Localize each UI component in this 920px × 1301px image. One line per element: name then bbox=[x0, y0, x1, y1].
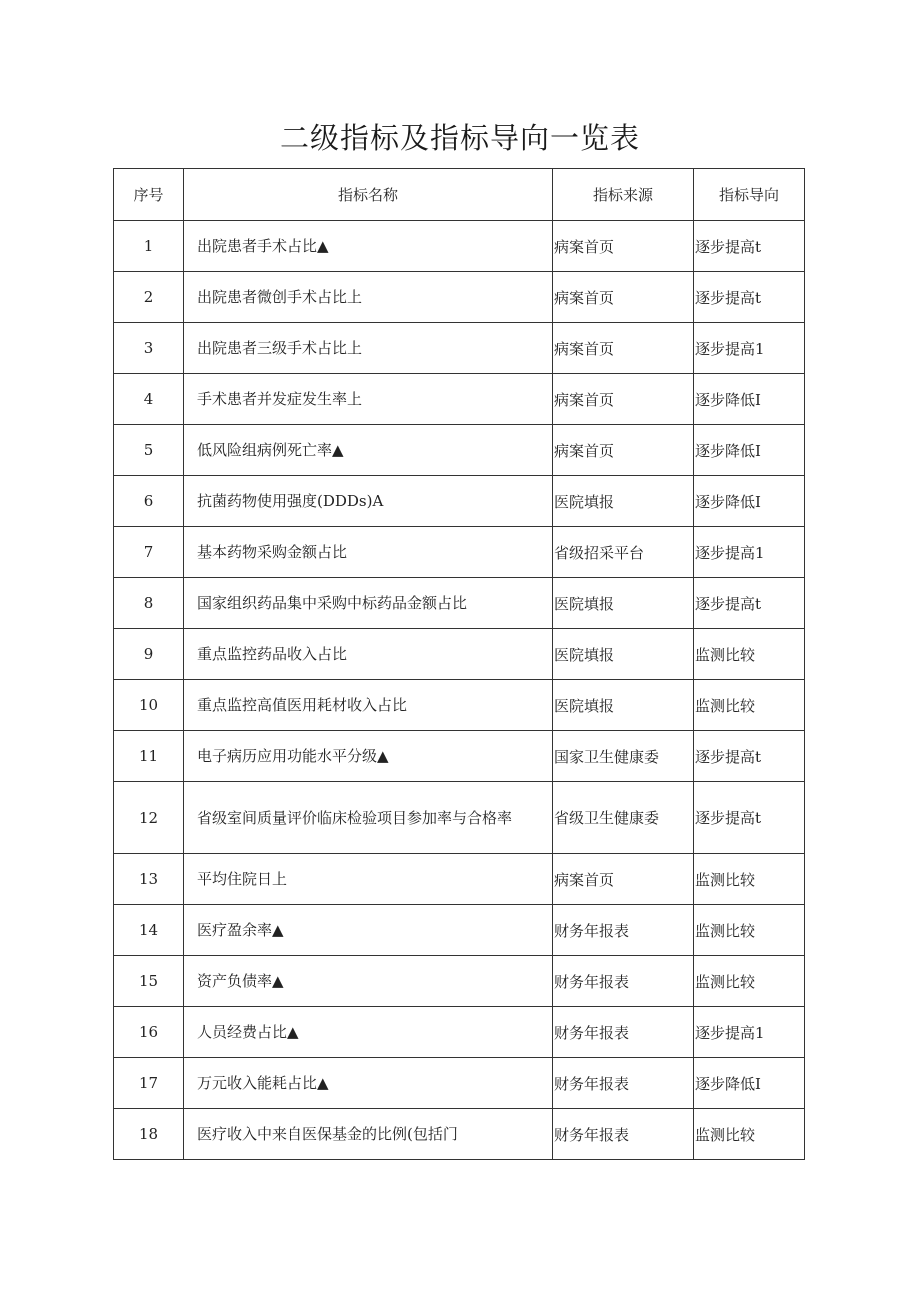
cell-name: 医疗收入中来自医保基金的比例(包括门 bbox=[184, 1109, 553, 1160]
cell-name: 低风险组病例死亡率▲ bbox=[184, 425, 553, 476]
header-source: 指标来源 bbox=[553, 169, 694, 221]
cell-direction: 监测比较 bbox=[694, 1109, 805, 1160]
table-row bbox=[114, 272, 805, 323]
cell-source: 医院填报 bbox=[553, 629, 694, 680]
cell-source: 医院填报 bbox=[553, 680, 694, 731]
table-row bbox=[114, 956, 805, 1007]
cell-name: 手术患者并发症发生率上 bbox=[184, 374, 553, 425]
cell-name: 基本药物采购金额占比 bbox=[184, 527, 553, 578]
cell-source: 财务年报表 bbox=[553, 1007, 694, 1058]
table-row bbox=[114, 1007, 805, 1058]
cell-direction: 监测比较 bbox=[694, 629, 805, 680]
cell-source: 财务年报表 bbox=[553, 1109, 694, 1160]
cell-direction: 逐步提高t bbox=[694, 221, 805, 272]
cell-source: 病案首页 bbox=[553, 323, 694, 374]
cell-source: 财务年报表 bbox=[553, 956, 694, 1007]
cell-seq: 10 bbox=[114, 680, 184, 731]
cell-direction: 监测比较 bbox=[694, 854, 805, 905]
header-name: 指标名称 bbox=[184, 169, 553, 221]
cell-seq: 16 bbox=[114, 1007, 184, 1058]
cell-seq: 14 bbox=[114, 905, 184, 956]
cell-source: 病案首页 bbox=[553, 854, 694, 905]
cell-name: 出院患者三级手术占比上 bbox=[184, 323, 553, 374]
indicator-table bbox=[113, 168, 805, 1160]
cell-direction: 逐步提高t bbox=[694, 578, 805, 629]
cell-name: 重点监控高值医用耗材收入占比 bbox=[184, 680, 553, 731]
cell-direction: 逐步提高t bbox=[694, 782, 805, 854]
cell-seq: 4 bbox=[114, 374, 184, 425]
cell-source: 病案首页 bbox=[553, 374, 694, 425]
table-row bbox=[114, 680, 805, 731]
table-row bbox=[114, 425, 805, 476]
cell-name: 电子病历应用功能水平分级▲ bbox=[184, 731, 553, 782]
cell-seq: 1 bbox=[114, 221, 184, 272]
table-row bbox=[114, 854, 805, 905]
cell-seq: 2 bbox=[114, 272, 184, 323]
cell-seq: 12 bbox=[114, 782, 184, 854]
table-row bbox=[114, 323, 805, 374]
cell-seq: 17 bbox=[114, 1058, 184, 1109]
cell-direction: 逐步提高1 bbox=[694, 527, 805, 578]
table-row bbox=[114, 905, 805, 956]
cell-direction: 监测比较 bbox=[694, 956, 805, 1007]
cell-direction: 逐步降低I bbox=[694, 425, 805, 476]
table-header-row bbox=[114, 169, 805, 221]
cell-name: 万元收入能耗占比▲ bbox=[184, 1058, 553, 1109]
table-row bbox=[114, 374, 805, 425]
cell-name: 抗菌药物使用强度(DDDs)A bbox=[184, 476, 553, 527]
table-row bbox=[114, 578, 805, 629]
table-row bbox=[114, 527, 805, 578]
cell-seq: 3 bbox=[114, 323, 184, 374]
cell-name: 平均住院日上 bbox=[184, 854, 553, 905]
table-row bbox=[114, 221, 805, 272]
cell-direction: 逐步降低I bbox=[694, 1058, 805, 1109]
table-row bbox=[114, 1109, 805, 1160]
cell-seq: 7 bbox=[114, 527, 184, 578]
cell-direction: 逐步提高1 bbox=[694, 1007, 805, 1058]
cell-direction: 监测比较 bbox=[694, 905, 805, 956]
cell-seq: 13 bbox=[114, 854, 184, 905]
cell-seq: 11 bbox=[114, 731, 184, 782]
cell-name: 重点监控药品收入占比 bbox=[184, 629, 553, 680]
cell-seq: 9 bbox=[114, 629, 184, 680]
cell-name: 资产负债率▲ bbox=[184, 956, 553, 1007]
cell-name: 出院患者微创手术占比上 bbox=[184, 272, 553, 323]
cell-source: 病案首页 bbox=[553, 425, 694, 476]
cell-seq: 18 bbox=[114, 1109, 184, 1160]
cell-seq: 8 bbox=[114, 578, 184, 629]
header-direction: 指标导向 bbox=[694, 169, 805, 221]
cell-source: 医院填报 bbox=[553, 578, 694, 629]
cell-source: 财务年报表 bbox=[553, 1058, 694, 1109]
cell-seq: 5 bbox=[114, 425, 184, 476]
cell-direction: 逐步提高t bbox=[694, 272, 805, 323]
cell-direction: 逐步降低I bbox=[694, 374, 805, 425]
cell-source: 财务年报表 bbox=[553, 905, 694, 956]
cell-seq: 15 bbox=[114, 956, 184, 1007]
cell-direction: 监测比较 bbox=[694, 680, 805, 731]
cell-name: 省级室间质量评价临床检验项目参加率与合格率 bbox=[184, 782, 553, 854]
table-row bbox=[114, 476, 805, 527]
cell-direction: 逐步降低I bbox=[694, 476, 805, 527]
cell-direction: 逐步提高t bbox=[694, 731, 805, 782]
cell-source: 省级卫生健康委 bbox=[553, 782, 694, 854]
page-title: 二级指标及指标导向一览表 bbox=[279, 121, 640, 155]
table-row bbox=[114, 1058, 805, 1109]
table-row bbox=[114, 629, 805, 680]
cell-name: 出院患者手术占比▲ bbox=[184, 221, 553, 272]
cell-name: 人员经费占比▲ bbox=[184, 1007, 553, 1058]
cell-name: 国家组织药品集中采购中标药品金额占比 bbox=[184, 578, 553, 629]
table-row bbox=[114, 782, 805, 854]
cell-source: 病案首页 bbox=[553, 221, 694, 272]
table-row bbox=[114, 731, 805, 782]
cell-source: 国家卫生健康委 bbox=[553, 731, 694, 782]
cell-source: 省级招采平台 bbox=[553, 527, 694, 578]
cell-name: 医疗盈余率▲ bbox=[184, 905, 553, 956]
cell-seq: 6 bbox=[114, 476, 184, 527]
header-seq: 序号 bbox=[114, 169, 184, 221]
cell-source: 医院填报 bbox=[553, 476, 694, 527]
cell-source: 病案首页 bbox=[553, 272, 694, 323]
cell-direction: 逐步提高1 bbox=[694, 323, 805, 374]
